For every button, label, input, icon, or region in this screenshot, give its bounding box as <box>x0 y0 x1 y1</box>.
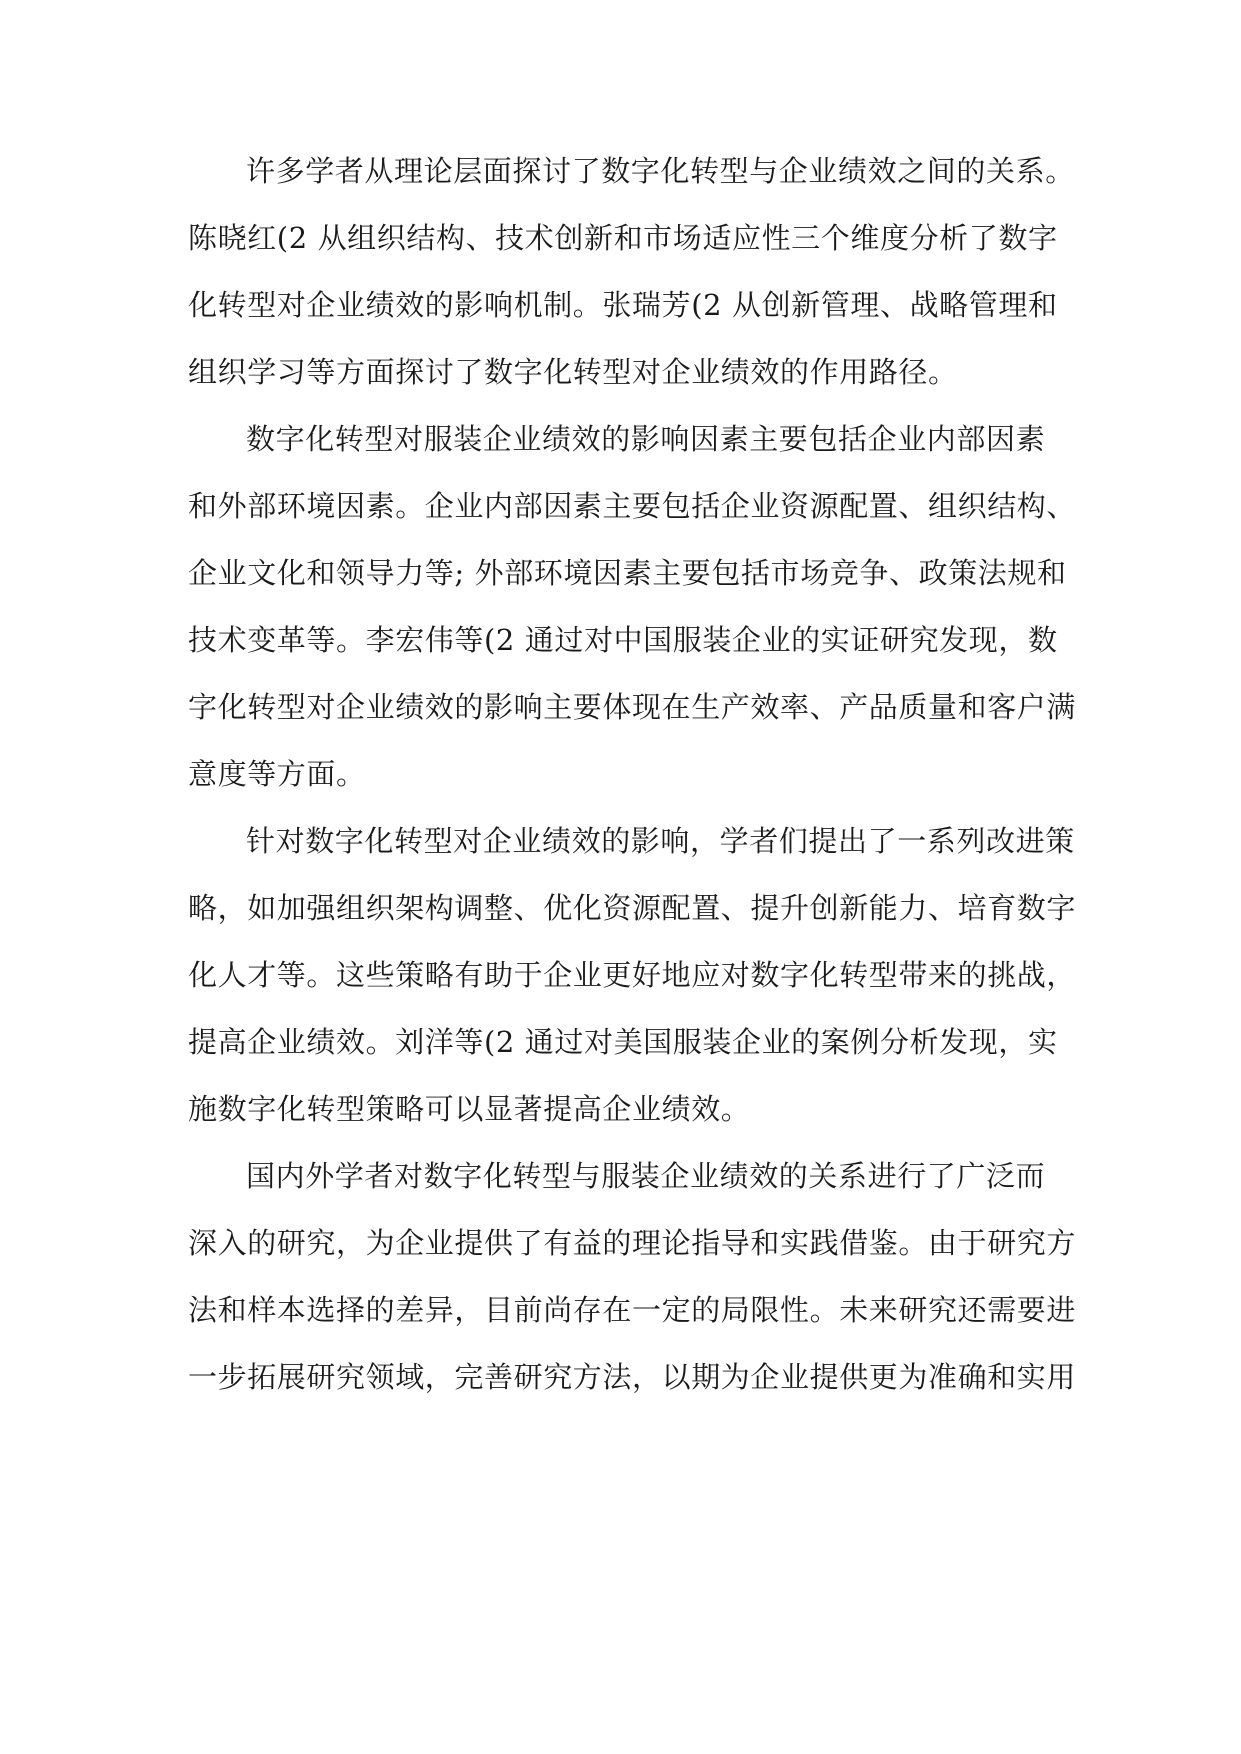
paragraph-line: 企业文化和领导力等; 外部环境因素主要包括市场竞争、政策法规和 <box>188 556 1067 590</box>
paragraph-line: 针对数字化转型对企业绩效的影响，学者们提出了一系列改进策 <box>246 824 1075 858</box>
paragraph-line: 数字化转型对服装企业绩效的影响因素主要包括企业内部因素 <box>246 422 1046 456</box>
paragraph-line: 组织学习等方面探讨了数字化转型对企业绩效的作用路径。 <box>188 355 958 389</box>
paragraph-line: 施数字化转型策略可以显著提高企业绩效。 <box>188 1092 751 1126</box>
paragraph-line: 化人才等。这些策略有助于企业更好地应对数字化转型带来的挑战， <box>188 958 1077 992</box>
paragraph-3 <box>188 808 1077 1143</box>
paragraph-1 <box>188 138 1075 406</box>
paragraph-line: 许多学者从理论层面探讨了数字化转型与企业绩效之间的关系。 <box>246 154 1075 188</box>
paragraph-line: 化转型对企业绩效的影响机制。张瑞芳(2 从创新管理、战略管理和 <box>188 288 1058 322</box>
paragraph-line: 意度等方面。 <box>188 757 366 791</box>
paragraph-line: 国内外学者对数字化转型与服装企业绩效的关系进行了广泛而 <box>246 1159 1046 1193</box>
paragraph-line: 深入的研究，为企业提供了有益的理论指导和实践借鉴。由于研究方 <box>188 1226 1077 1260</box>
body-text <box>188 138 1077 1411</box>
paragraph-line: 提高企业绩效。刘洋等(2 通过对美国服装企业的案例分析发现，实 <box>188 1025 1058 1059</box>
paragraph-4 <box>188 1143 1077 1411</box>
paragraph-line: 陈晓红(2 从组织结构、技术创新和市场适应性三个维度分析了数字 <box>188 221 1058 255</box>
paragraph-line: 和外部环境因素。企业内部因素主要包括企业资源配置、组织结构、 <box>188 489 1077 523</box>
paragraph-line: 略，如加强组织架构调整、优化资源配置、提升创新能力、培育数字 <box>188 891 1077 925</box>
paragraph-line: 法和样本选择的差异，目前尚存在一定的局限性。未来研究还需要进 <box>188 1293 1077 1327</box>
paragraph-line: 字化转型对企业绩效的影响主要体现在生产效率、产品质量和客户满 <box>188 690 1077 724</box>
paragraph-line: 一步拓展研究领域，完善研究方法，以期为企业提供更为准确和实用 <box>188 1360 1077 1394</box>
paragraph-line: 技术变革等。李宏伟等(2 通过对中国服装企业的实证研究发现，数 <box>188 623 1058 657</box>
paragraph-2 <box>188 406 1077 808</box>
